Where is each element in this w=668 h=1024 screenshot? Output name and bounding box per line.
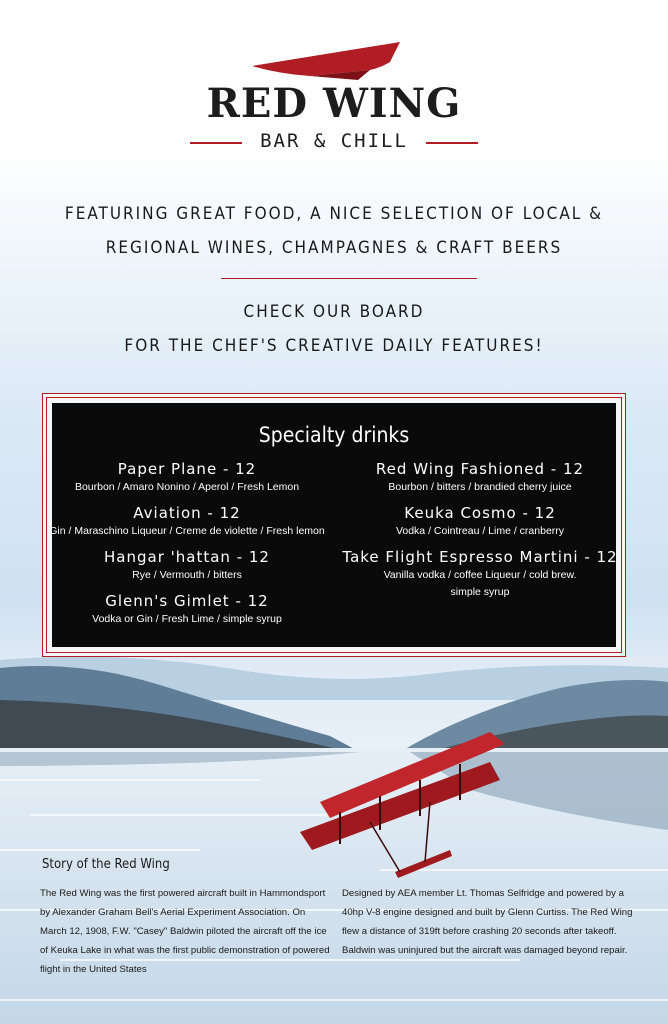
- intro-divider: [221, 278, 477, 279]
- drink-name: Keuka Cosmo - 12: [404, 504, 556, 522]
- subtitle-rule-right: [426, 142, 478, 144]
- intro-line-4: FOR THE CHEF'S CREATIVE DAILY FEATURES!: [124, 336, 544, 356]
- drink-ingredients: Vanilla vodka / coffee Liqueur / cold brew.: [383, 569, 577, 581]
- drink-name: Glenn's Gimlet - 12: [105, 592, 269, 610]
- specialty-drinks-title: Specialty drinks: [258, 423, 410, 447]
- drink-item: [342, 504, 618, 539]
- intro-line-3: CHECK OUR BOARD: [243, 302, 425, 322]
- drink-ingredients-cont: simple syrup: [450, 586, 510, 598]
- drink-item: [52, 460, 322, 495]
- story-title: Story of the Red Wing: [42, 857, 170, 872]
- story-paragraph-left: The Red Wing was the first powered aircraft built in Hammondsport by Alexander Graham Bell's Aerial Experiment Association. On March 12, 1908, F.W. "Casey" Baldwin piloted the aircraft off the ice of Keuka Lake in what was the first public demonstration of powered flight in the United States: [40, 888, 330, 975]
- specialty-drinks-frame: [42, 393, 626, 657]
- drink-ingredients: Gin / Maraschino Liqueur / Creme de violette / Fresh lemon: [49, 525, 325, 537]
- brand-subtitle: BAR & CHILL: [260, 130, 408, 152]
- story-paragraph-right: Designed by AEA member Lt. Thomas Selfridge and powered by a 40hp V-8 engine designed and built by Glenn Curtiss. The Red Wing flew a distance of 319ft before crashing 20 seconds after takeoff. Baldwin was uninjured but the aircraft was damaged beyond repair.: [342, 888, 633, 956]
- drink-ingredients: Bourbon / Amaro Nonino / Aperol / Fresh Lemon: [74, 481, 300, 493]
- drink-item: [32, 504, 342, 539]
- drink-name: Paper Plane - 12: [117, 460, 257, 478]
- drink-item: [52, 592, 322, 627]
- drink-ingredients: Vodka or Gin / Fresh Lime / simple syrup: [92, 613, 282, 625]
- drink-ingredients: Bourbon / bitters / brandied cherry juice: [388, 481, 572, 493]
- specialty-drinks-panel: [49, 403, 618, 647]
- drink-name: Take Flight Espresso Martini - 12: [342, 548, 618, 566]
- brand-name: RED WING: [206, 80, 462, 127]
- drink-ingredients: Rye / Vermouth / bitters: [132, 569, 242, 581]
- drink-name: Aviation - 12: [133, 504, 241, 522]
- brand-subtitle-row: [190, 130, 478, 154]
- intro-line-2: REGIONAL WINES, CHAMPAGNES & CRAFT BEERS: [105, 238, 563, 258]
- drink-name: Red Wing Fashioned - 12: [375, 460, 585, 478]
- drink-item: [52, 548, 322, 583]
- drink-item: [342, 460, 618, 495]
- drink-ingredients: Vodka / Cointreau / Lime / cranberry: [395, 525, 565, 537]
- drink-item: [342, 548, 618, 600]
- drink-name: Hangar 'hattan - 12: [104, 548, 270, 566]
- intro-line-1: FEATURING GREAT FOOD, A NICE SELECTION OF LOCAL &: [64, 204, 604, 224]
